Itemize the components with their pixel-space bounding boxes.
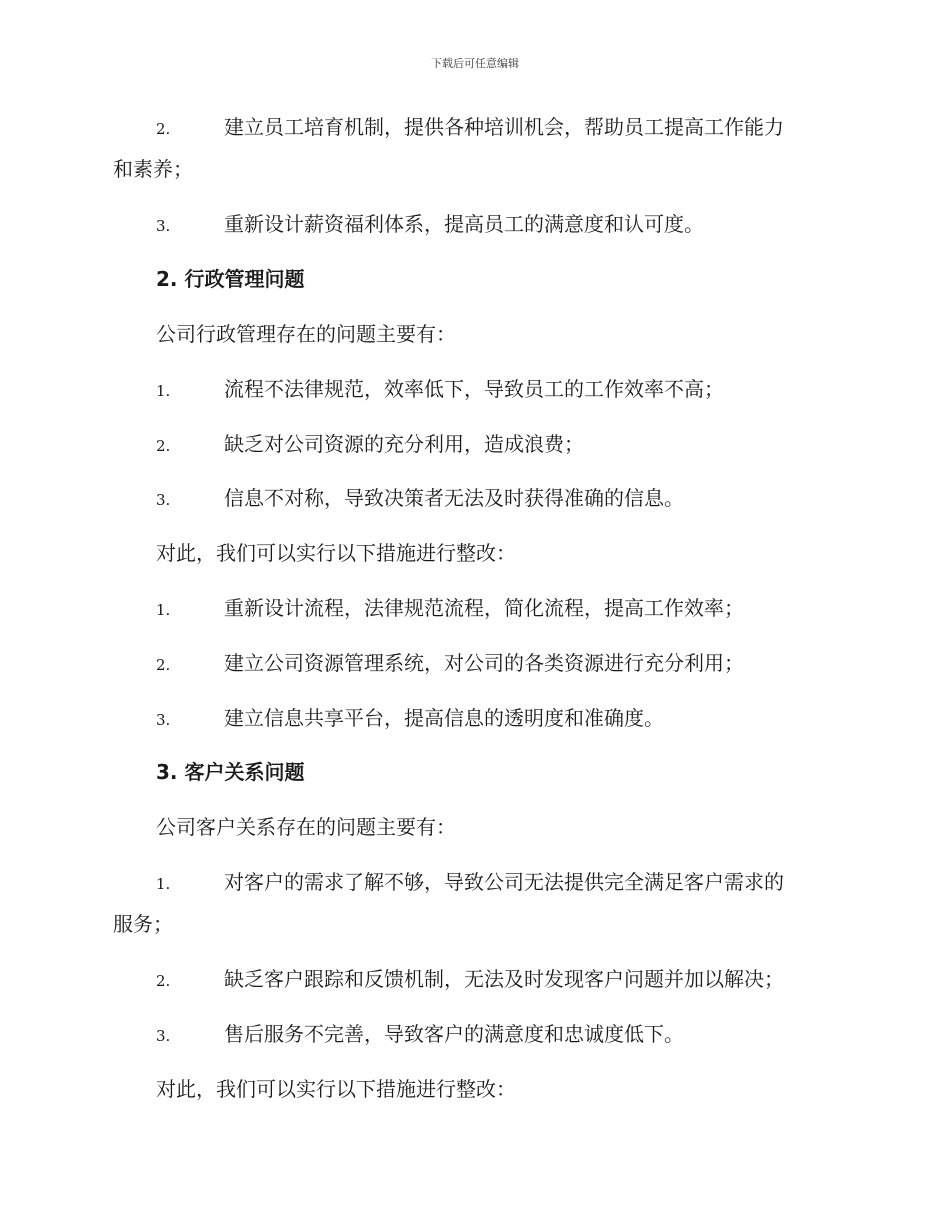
paragraph: 对此，我们可以实行以下措施进行整改： [156, 1077, 516, 1101]
list-number: 3. [156, 1027, 171, 1045]
list-text: 对客户的需求了解不够，导致公司无法提供完全满足客户需求的 [224, 870, 784, 894]
paragraph: 对此，我们可以实行以下措施进行整改： [156, 541, 516, 565]
list-number: 3. [156, 217, 171, 235]
paragraph: 公司行政管理存在的问题主要有： [156, 322, 456, 346]
list-text: 信息不对称，导致决策者无法及时获得准确的信息。 [224, 486, 684, 510]
list-number: 1. [156, 875, 171, 893]
list-number: 2. [156, 437, 171, 455]
list-item-continuation [113, 148, 843, 190]
list-item [113, 697, 843, 741]
list-item [113, 423, 843, 467]
list-number: 1. [156, 382, 171, 400]
list-text: 重新设计流程，法律规范流程，简化流程，提高工作效率； [224, 596, 744, 620]
list-number: 2. [156, 120, 171, 138]
list-item [113, 477, 843, 521]
list-text: 建立员工培育机制，提供各种培训机会，帮助员工提高工作能力 [224, 115, 784, 139]
list-text: 建立公司资源管理系统，对公司的各类资源进行充分利用； [224, 651, 744, 675]
list-item [113, 958, 843, 1002]
list-number: 2. [156, 972, 171, 990]
section-heading: 2. 行政管理问题 [156, 267, 305, 291]
list-text: 建立信息共享平台，提高信息的透明度和准确度。 [224, 706, 664, 730]
list-item [113, 642, 843, 686]
list-item [113, 368, 843, 412]
list-item [113, 1013, 843, 1057]
list-text: 缺乏客户跟踪和反馈机制，无法及时发现客户问题并加以解决； [224, 967, 784, 991]
list-item [113, 106, 843, 150]
list-text-cont: 和素养； [113, 157, 193, 181]
list-item-continuation [113, 903, 843, 945]
list-number: 1. [156, 601, 171, 619]
list-text: 重新设计薪资福利体系，提高员工的满意度和认可度。 [224, 212, 704, 236]
page-header: 下载后可任意编辑 [431, 57, 519, 70]
list-text: 缺乏对公司资源的充分利用，造成浪费； [224, 432, 584, 456]
paragraph: 公司客户关系存在的问题主要有： [156, 815, 456, 839]
list-item [113, 203, 843, 247]
list-number: 3. [156, 711, 171, 729]
section-heading: 3. 客户关系问题 [156, 760, 305, 784]
list-text: 售后服务不完善，导致客户的满意度和忠诚度低下。 [224, 1022, 684, 1046]
list-item [113, 861, 843, 905]
list-text: 流程不法律规范，效率低下，导致员工的工作效率不高； [224, 377, 724, 401]
list-text-cont: 服务； [113, 912, 173, 936]
list-item [113, 587, 843, 631]
list-number: 3. [156, 491, 171, 509]
list-number: 2. [156, 656, 171, 674]
